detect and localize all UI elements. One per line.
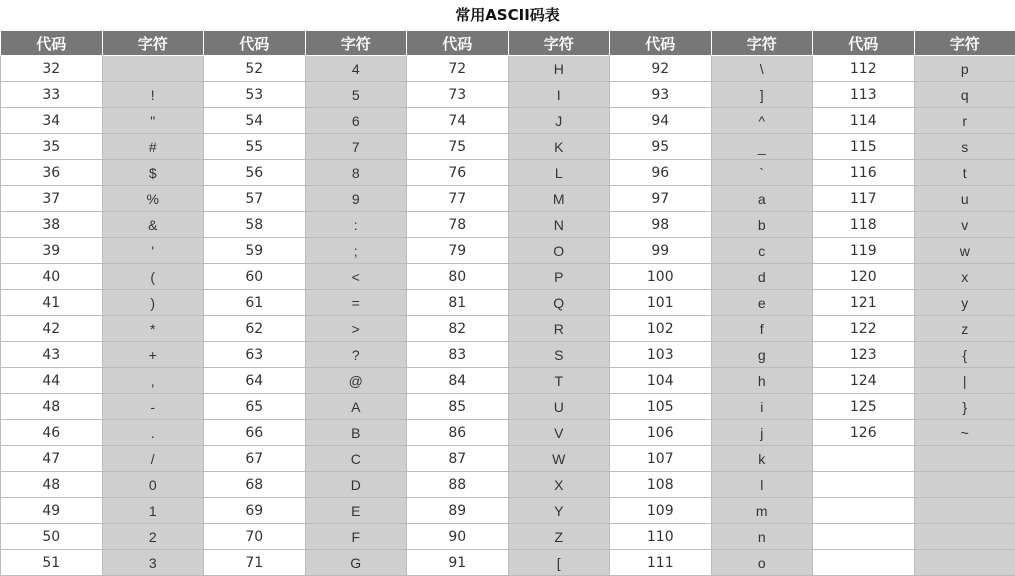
code-cell: 44 — [1, 368, 103, 394]
code-cell — [813, 446, 915, 472]
char-cell: n — [711, 524, 813, 550]
char-cell: ! — [102, 82, 204, 108]
code-cell: 34 — [1, 108, 103, 134]
code-cell: 86 — [407, 420, 509, 446]
char-cell: \ — [711, 56, 813, 82]
code-cell: 87 — [407, 446, 509, 472]
code-cell: 89 — [407, 498, 509, 524]
char-cell: W — [508, 446, 610, 472]
char-cell: 8 — [305, 160, 407, 186]
char-cell — [914, 550, 1015, 576]
char-cell: # — [102, 134, 204, 160]
char-cell: m — [711, 498, 813, 524]
code-cell: 97 — [610, 186, 712, 212]
code-cell: 93 — [610, 82, 712, 108]
code-cell: 113 — [813, 82, 915, 108]
char-cell: z — [914, 316, 1015, 342]
char-cell: | — [914, 368, 1015, 394]
char-cell: c — [711, 238, 813, 264]
char-cell: a — [711, 186, 813, 212]
table-row — [1, 186, 1015, 212]
char-cell: > — [305, 316, 407, 342]
code-cell: 90 — [407, 524, 509, 550]
code-cell — [813, 472, 915, 498]
char-cell: Q — [508, 290, 610, 316]
char-cell: u — [914, 186, 1015, 212]
char-cell: f — [711, 316, 813, 342]
code-cell: 62 — [204, 316, 306, 342]
header-code: 代码 — [407, 31, 509, 56]
code-cell: 117 — [813, 186, 915, 212]
header-char: 字符 — [711, 31, 813, 56]
code-cell: 126 — [813, 420, 915, 446]
code-cell: 70 — [204, 524, 306, 550]
char-cell: : — [305, 212, 407, 238]
code-cell: 84 — [407, 368, 509, 394]
code-cell: 68 — [204, 472, 306, 498]
char-cell: ~ — [914, 420, 1015, 446]
code-cell: 48 — [1, 472, 103, 498]
char-cell: " — [102, 108, 204, 134]
code-cell: 32 — [1, 56, 103, 82]
char-cell: p — [914, 56, 1015, 82]
code-cell: 122 — [813, 316, 915, 342]
code-cell: 108 — [610, 472, 712, 498]
code-cell: 48 — [1, 394, 103, 420]
char-cell: x — [914, 264, 1015, 290]
code-cell: 109 — [610, 498, 712, 524]
char-cell: ( — [102, 264, 204, 290]
code-cell: 115 — [813, 134, 915, 160]
code-cell: 37 — [1, 186, 103, 212]
char-cell: 3 — [102, 550, 204, 576]
code-cell: 96 — [610, 160, 712, 186]
code-cell: 39 — [1, 238, 103, 264]
code-cell: 95 — [610, 134, 712, 160]
code-cell: 104 — [610, 368, 712, 394]
header-char: 字符 — [914, 31, 1015, 56]
char-cell: % — [102, 186, 204, 212]
table-row — [1, 134, 1015, 160]
char-cell: < — [305, 264, 407, 290]
char-cell — [914, 524, 1015, 550]
char-cell: & — [102, 212, 204, 238]
char-cell: F — [305, 524, 407, 550]
char-cell: 0 — [102, 472, 204, 498]
char-cell: G — [305, 550, 407, 576]
char-cell: S — [508, 342, 610, 368]
code-cell: 103 — [610, 342, 712, 368]
char-cell — [914, 472, 1015, 498]
char-cell: ; — [305, 238, 407, 264]
char-cell — [914, 498, 1015, 524]
code-cell — [813, 498, 915, 524]
code-cell: 112 — [813, 56, 915, 82]
char-cell — [102, 56, 204, 82]
code-cell: 60 — [204, 264, 306, 290]
char-cell: / — [102, 446, 204, 472]
char-cell: s — [914, 134, 1015, 160]
code-cell: 81 — [407, 290, 509, 316]
code-cell: 105 — [610, 394, 712, 420]
char-cell: Z — [508, 524, 610, 550]
table-row — [1, 524, 1015, 550]
table-row — [1, 446, 1015, 472]
char-cell: T — [508, 368, 610, 394]
code-cell: 83 — [407, 342, 509, 368]
char-cell: P — [508, 264, 610, 290]
char-cell: o — [711, 550, 813, 576]
code-cell: 92 — [610, 56, 712, 82]
char-cell: ^ — [711, 108, 813, 134]
code-cell: 76 — [407, 160, 509, 186]
code-cell: 71 — [204, 550, 306, 576]
code-cell: 47 — [1, 446, 103, 472]
code-cell: 43 — [1, 342, 103, 368]
table-row — [1, 498, 1015, 524]
code-cell: 50 — [1, 524, 103, 550]
table-row — [1, 550, 1015, 576]
code-cell: 107 — [610, 446, 712, 472]
char-cell: { — [914, 342, 1015, 368]
char-cell: - — [102, 394, 204, 420]
char-cell: $ — [102, 160, 204, 186]
code-cell: 80 — [407, 264, 509, 290]
code-cell: 82 — [407, 316, 509, 342]
char-cell: C — [305, 446, 407, 472]
char-cell: 5 — [305, 82, 407, 108]
page-title: 常用ASCII码表 — [0, 0, 1015, 30]
char-cell: 4 — [305, 56, 407, 82]
char-cell: O — [508, 238, 610, 264]
table-header — [1, 31, 1015, 56]
char-cell: L — [508, 160, 610, 186]
char-cell: e — [711, 290, 813, 316]
code-cell: 61 — [204, 290, 306, 316]
code-cell: 85 — [407, 394, 509, 420]
table-row — [1, 264, 1015, 290]
code-cell: 110 — [610, 524, 712, 550]
code-cell: 52 — [204, 56, 306, 82]
char-cell: U — [508, 394, 610, 420]
header-code: 代码 — [813, 31, 915, 56]
header-char: 字符 — [102, 31, 204, 56]
code-cell: 63 — [204, 342, 306, 368]
code-cell: 57 — [204, 186, 306, 212]
code-cell: 46 — [1, 420, 103, 446]
code-cell: 58 — [204, 212, 306, 238]
code-cell: 100 — [610, 264, 712, 290]
code-cell — [813, 550, 915, 576]
char-cell: y — [914, 290, 1015, 316]
code-cell: 88 — [407, 472, 509, 498]
code-cell: 94 — [610, 108, 712, 134]
char-cell: + — [102, 342, 204, 368]
code-cell: 116 — [813, 160, 915, 186]
code-cell: 36 — [1, 160, 103, 186]
char-cell: @ — [305, 368, 407, 394]
code-cell: 111 — [610, 550, 712, 576]
code-cell: 114 — [813, 108, 915, 134]
code-cell: 78 — [407, 212, 509, 238]
char-cell: [ — [508, 550, 610, 576]
table-row — [1, 394, 1015, 420]
code-cell: 55 — [204, 134, 306, 160]
char-cell: H — [508, 56, 610, 82]
code-cell: 54 — [204, 108, 306, 134]
char-cell: V — [508, 420, 610, 446]
code-cell: 120 — [813, 264, 915, 290]
ascii-table — [0, 30, 1015, 576]
code-cell: 91 — [407, 550, 509, 576]
char-cell: r — [914, 108, 1015, 134]
code-cell: 38 — [1, 212, 103, 238]
table-row — [1, 56, 1015, 82]
code-cell: 125 — [813, 394, 915, 420]
code-cell: 42 — [1, 316, 103, 342]
char-cell: 2 — [102, 524, 204, 550]
code-cell: 35 — [1, 134, 103, 160]
code-cell: 101 — [610, 290, 712, 316]
code-cell: 98 — [610, 212, 712, 238]
char-cell: I — [508, 82, 610, 108]
char-cell: k — [711, 446, 813, 472]
char-cell: 7 — [305, 134, 407, 160]
char-cell: l — [711, 472, 813, 498]
char-cell: M — [508, 186, 610, 212]
char-cell: h — [711, 368, 813, 394]
char-cell: v — [914, 212, 1015, 238]
char-cell: ) — [102, 290, 204, 316]
code-cell: 106 — [610, 420, 712, 446]
char-cell: g — [711, 342, 813, 368]
char-cell: J — [508, 108, 610, 134]
char-cell: * — [102, 316, 204, 342]
char-cell: ] — [711, 82, 813, 108]
code-cell: 49 — [1, 498, 103, 524]
code-cell: 74 — [407, 108, 509, 134]
code-cell: 99 — [610, 238, 712, 264]
header-char: 字符 — [508, 31, 610, 56]
char-cell: t — [914, 160, 1015, 186]
header-code: 代码 — [204, 31, 306, 56]
code-cell: 59 — [204, 238, 306, 264]
table-row — [1, 108, 1015, 134]
code-cell: 75 — [407, 134, 509, 160]
char-cell: b — [711, 212, 813, 238]
table-row — [1, 290, 1015, 316]
table-row — [1, 212, 1015, 238]
code-cell: 118 — [813, 212, 915, 238]
code-cell: 69 — [204, 498, 306, 524]
table-row — [1, 316, 1015, 342]
table-row — [1, 368, 1015, 394]
char-cell: N — [508, 212, 610, 238]
char-cell: K — [508, 134, 610, 160]
header-code: 代码 — [610, 31, 712, 56]
table-row — [1, 472, 1015, 498]
char-cell: j — [711, 420, 813, 446]
table-row — [1, 420, 1015, 446]
char-cell: . — [102, 420, 204, 446]
table-row — [1, 238, 1015, 264]
char-cell: 1 — [102, 498, 204, 524]
header-char: 字符 — [305, 31, 407, 56]
code-cell: 65 — [204, 394, 306, 420]
table-row — [1, 160, 1015, 186]
code-cell: 124 — [813, 368, 915, 394]
char-cell: , — [102, 368, 204, 394]
code-cell: 77 — [407, 186, 509, 212]
char-cell: w — [914, 238, 1015, 264]
table-row — [1, 82, 1015, 108]
table-row — [1, 342, 1015, 368]
code-cell: 119 — [813, 238, 915, 264]
code-cell: 56 — [204, 160, 306, 186]
code-cell: 66 — [204, 420, 306, 446]
char-cell: R — [508, 316, 610, 342]
char-cell: i — [711, 394, 813, 420]
code-cell: 73 — [407, 82, 509, 108]
char-cell: E — [305, 498, 407, 524]
code-cell: 123 — [813, 342, 915, 368]
code-cell: 121 — [813, 290, 915, 316]
code-cell: 64 — [204, 368, 306, 394]
code-cell: 40 — [1, 264, 103, 290]
header-code: 代码 — [1, 31, 103, 56]
header-row — [1, 31, 1015, 56]
code-cell: 53 — [204, 82, 306, 108]
char-cell: X — [508, 472, 610, 498]
char-cell: q — [914, 82, 1015, 108]
code-cell: 67 — [204, 446, 306, 472]
char-cell: d — [711, 264, 813, 290]
char-cell: _ — [711, 134, 813, 160]
char-cell: ` — [711, 160, 813, 186]
char-cell: ? — [305, 342, 407, 368]
char-cell: } — [914, 394, 1015, 420]
char-cell: 9 — [305, 186, 407, 212]
char-cell: B — [305, 420, 407, 446]
char-cell: Y — [508, 498, 610, 524]
code-cell: 51 — [1, 550, 103, 576]
code-cell: 102 — [610, 316, 712, 342]
char-cell: = — [305, 290, 407, 316]
table-body — [1, 56, 1015, 576]
char-cell — [914, 446, 1015, 472]
char-cell: A — [305, 394, 407, 420]
code-cell: 33 — [1, 82, 103, 108]
code-cell: 79 — [407, 238, 509, 264]
char-cell: ' — [102, 238, 204, 264]
code-cell — [813, 524, 915, 550]
char-cell: 6 — [305, 108, 407, 134]
code-cell: 72 — [407, 56, 509, 82]
char-cell: D — [305, 472, 407, 498]
code-cell: 41 — [1, 290, 103, 316]
